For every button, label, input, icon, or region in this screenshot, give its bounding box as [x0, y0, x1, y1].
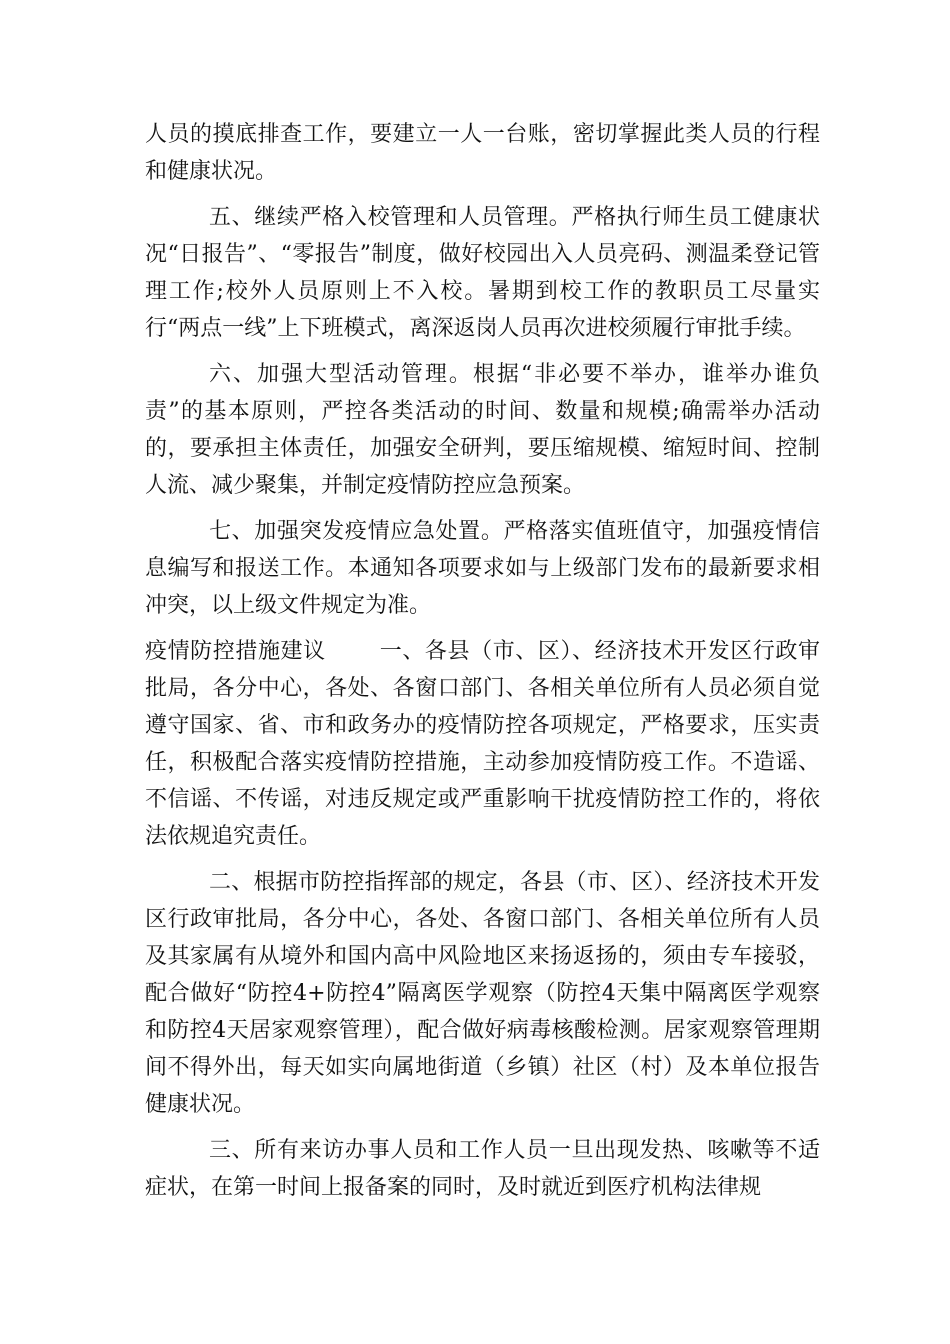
paragraph-1: 人员的摸底排查工作，要建立一人一台账，密切掌握此类人员的行程和健康状况。: [145, 122, 820, 184]
paragraph-item-6: 六、加强大型活动管理。根据“非必要不举办，谁举办谁负责”的基本原则，严控各类活动的时间、数量和规模;确需举办活动的，要承担主体责任，加强安全研判，要压缩规模、缩短时间、控制人流、减少聚集，并制定疫情防控应急预案。: [145, 362, 820, 498]
section-paragraph-3: 三、所有来访办事人员和工作人员一旦出现发热、咳嗽等不适症状，在第一时间上报备案的同时，及时就近到医疗机构法律规: [145, 1138, 820, 1200]
section-title: 疫情防控措施建议: [145, 639, 326, 664]
section-first-paragraph: [145, 633, 820, 855]
paragraph-item-5: 五、继续严格入校管理和人员管理。严格执行师生员工健康状况“日报告”、“零报告”制度，做好校园出入人员亮码、测温柔登记管理工作;校外人员原则上不入校。暑期到校工作的教职员工尽量实行“两点一线”上下班模式，离深返岗人员再次进校须履行审批手续。: [145, 205, 820, 341]
section-paragraph-2: 二、根据市防控指挥部的规定，各县（市、区）、经济技术开发区行政审批局，各分中心，各处、各窗口部门、各相关单位所有人员及其家属有从境外和国内高中风险地区来扬返扬的，须由专车接驳，配合做好“防控4+防控4”隔离医学观察（防控4天集中隔离医学观察和防控4天居家观察管理），配合做好病毒核酸检测。居家观察管理期间不得外出，每天如实向属地街道（乡镇）社区（村）及本单位报告健康状况。: [145, 870, 820, 1117]
paragraph-item-7: 七、加强突发疫情应急处置。严格落实值班值守，加强疫情信息编写和报送工作。本通知各项要求如与上级部门发布的最新要求相冲突，以上级文件规定为准。: [145, 519, 820, 618]
document-page: [145, 116, 820, 1215]
section-paragraph-1: 一、各县（市、区）、经济技术开发区行政审批局，各分中心，各处、各窗口部门、各相关单位所有人员必须自觉遵守国家、省、市和政务办的疫情防控各项规定，严格要求，压实责任，积极配合落实疫情防控措施，主动参加疫情防疫工作。不造谣、不信谣、不传谣，对违反规定或严重影响干扰疫情防控工作的，将依法依规追究责任。: [145, 639, 820, 849]
